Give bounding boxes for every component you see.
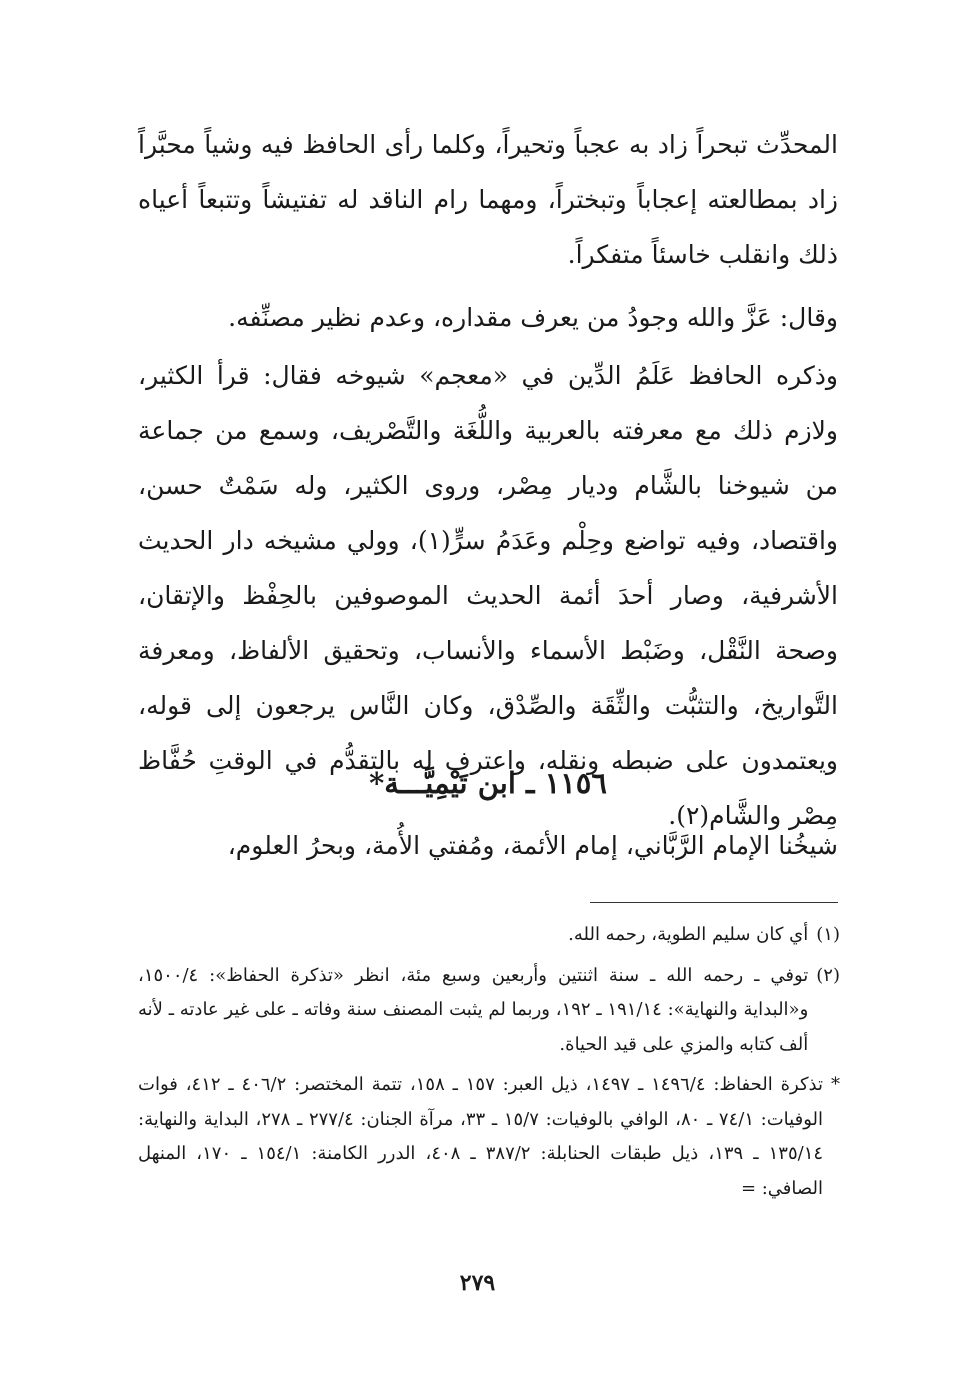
footnote-text: توفي ـ رحمه الله ـ سنة اثنتين وأربعين وسبع مئة، انظر «تذكرة الحفاظ»: ١٥٠٠/٤، و«البداية والنهاية»: ١٩١/١٤ ـ ١٩٢، وربما لم يثبت المصنف سنة وفاته ـ على غير عادته ـ لأنه ألف كتابه والمزي على قيد الحياة. [138,964,809,1055]
footnote-1 [138,918,840,953]
footnote-sources [138,1068,840,1206]
paragraph-quote: وقال: عَزَّ والله وجودُ من يعرف مقداره، وعدم نظير مصنِّفه. [228,303,838,332]
entry-heading: ١١٥٦ ـ ابن تَيْمِيَّـــة* [369,766,607,800]
footnote-text: تذكرة الحفاظ: ١٤٩٦/٤ ـ ١٤٩٧، ذيل العبر: ١٥٧ ـ ١٥٨، تتمة المختصر: ٤٠٦/٢ ـ ٤١٢، فوات الوفيات: ٧٤/١ ـ ٨٠، الوافي بالوفيات: ١٥/٧ ـ ٣٣، مرآة الجنان: ٢٧٧/٤ ـ ٢٧٨، البداية والنهاية: ١٣٥/١٤ ـ ١٣٩، ذيل طبقات الحنابلة: ٣٨٧/٢ ـ ٤٠٨، الدرر الكامنة: ١٥٤/١ ـ ١٧٠، المنهل الصافي: = [138,1074,824,1199]
footnote-marker: * [831,1074,840,1095]
footnote-2 [138,959,840,1063]
paragraph-continuation: المحدِّث تبحراً زاد به عجباً وتحيراً، وكلما رأى الحافظ فيه وشياً محبَّراً زاد بمطالعته إعجاباً وتبختراً، ومهما رام الناقد له تفتيشاً وتتبعاً أعياه ذلك وانقلب خاسئاً متفكراً. [138,130,838,269]
paragraph-entry-start: شيخُنا الإمام الرَّبَّاني، إمام الأئمة، ومُفتي الأُمة، وبحرُ العلوم، [227,831,838,860]
paragraph-biography: وذكره الحافظ عَلَمُ الدِّين في «معجم» شيوخه فقال: قرأ الكثير، ولازم ذلك مع معرفته بالعربية واللُّغَة والتَّصْريف، وسمع من جماعة من شيوخنا بالشَّام وديار مِصْر، وروى الكثير، وله سَمْتٌ حسن، واقتصاد، وفيه تواضع وحِلْم وعَدَمُ سرٍّ(١)، وولي مشيخه دار الحديث الأشرفية، وصار أحدَ أئمة الحديث الموصوفين بالحِفْظ والإتقان، وصحة النَّقْل، وضَبْط الأسماء والأنساب، وتحقيق الألفاظ، ومعرفة التَّواريخ، والتثبُّت والثِّقَة والصِّدْق، وكان النَّاس يرجعون إلى قوله، ويعتمدون على ضبطه ونقله، واعترف له بالتقدُّم في الوقتِ حُفَّاظ مِصْر والشَّام(٢). [138,361,838,830]
footnote-divider [590,902,838,903]
footnote-text: أي كان سليم الطوية، رحمه الله. [568,924,809,945]
page-number: ٢٧٩ [459,1270,496,1296]
footnote-marker: (١) [816,924,840,945]
footnote-marker: (٢) [816,964,840,986]
footnotes-section [138,918,840,1212]
